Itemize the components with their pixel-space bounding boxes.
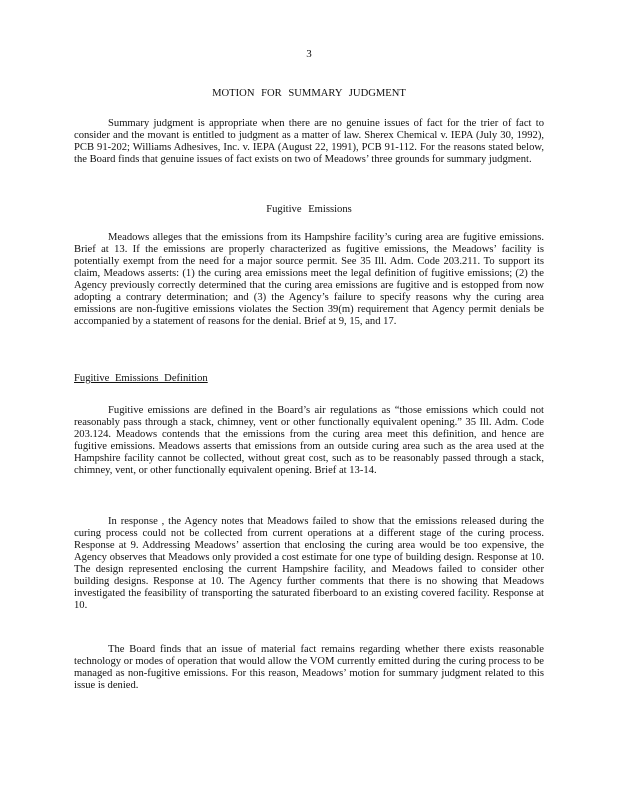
page-number: 3 <box>306 48 312 60</box>
section-paragraph <box>74 232 544 328</box>
finding-paragraph <box>74 644 544 692</box>
finding-paragraph-text: The Board finds that an issue of material fact remains regarding whether there exists reasonable technology or modes of operation that would allow the VOM currently emitted during the curing process to be managed as non-fugitive emissions. For this reason, Meadows’ motion for summary judgment related to this issue is denied. <box>74 644 544 691</box>
subsection-heading: Fugitive Emissions Definition <box>74 373 208 384</box>
response-paragraph <box>74 516 544 612</box>
main-heading: MOTION FOR SUMMARY JUDGMENT <box>212 88 406 99</box>
definition-paragraph-text: Fugitive emissions are defined in the Board’s air regulations as “those emissions which could not reasonably pass through a stack, chimney, vent or other functionally equivalent opening.” 35 Ill. Adm. Code 203.124. Meadows contends that the emissions from the curing area meet this definition, and hence are fugitive emissions. Meadows asserts that emissions from an outside curing area such as the area used at the Hampshire facility cannot be collected, without great cost, such as to be reasonably passed through a stack, chimney, vent, or other functionally equivalent opening. Brief at 13-14. <box>74 405 544 476</box>
intro-paragraph-text: Summary judgment is appropriate when there are no genuine issues of fact for the trier of fact to consider and the movant is entitled to judgment as a matter of law. Sherex Chemical v. IEPA (July 30, 1992), PCB 91-202; Williams Adhesives, Inc. v. IEPA (August 22, 1991), PCB 91-112. For the reasons stated below, the Board finds that genuine issues of fact exists on two of Meadows’ three grounds for summary judgment. <box>74 118 544 165</box>
definition-paragraph <box>74 405 544 477</box>
section-paragraph-text: Meadows alleges that the emissions from its Hampshire facility’s curing area are fugitive emissions. Brief at 13. If the emissions are properly characterized as fugitive emissions, the Meadows’ facility is potentially exempt from the need for a major source permit. See 35 Ill. Adm. Code 203.211. To support its claim, Meadows asserts: (1) the curing area emissions meet the legal definition of fugitive emissions; (2) the Agency previously correctly determined that the curing area emissions are fugitive and is estopped from now adopting a contrary determination; and (3) the Agency’s failure to specify reasons why the curing area emissions are non-fugitive emissions violates the Section 39(m) requirement that Agency permit denials be accompanied by a statement of reasons for the denial. Brief at 9, 15, and 17. <box>74 232 544 327</box>
intro-paragraph <box>74 118 544 166</box>
section-heading: Fugitive Emissions <box>266 204 352 215</box>
response-paragraph-text: In response , the Agency notes that Meadows failed to show that the emissions released during the curing process could not be collected from current operations at a different stage of the curing process. Response at 9. Addressing Meadows’ assertion that enclosing the curing area would be too expensive, the Agency observes that Meadows only provided a cost estimate for one type of building design. Response at 10. The design represented enclosing the current Hampshire facility, and Meadows failed to consider other building designs. Response at 10. The Agency further comments that there is no showing that Meadows investigated the feasibility of transporting the saturated fiberboard to an existing covered facility. Response at 10. <box>74 516 544 611</box>
